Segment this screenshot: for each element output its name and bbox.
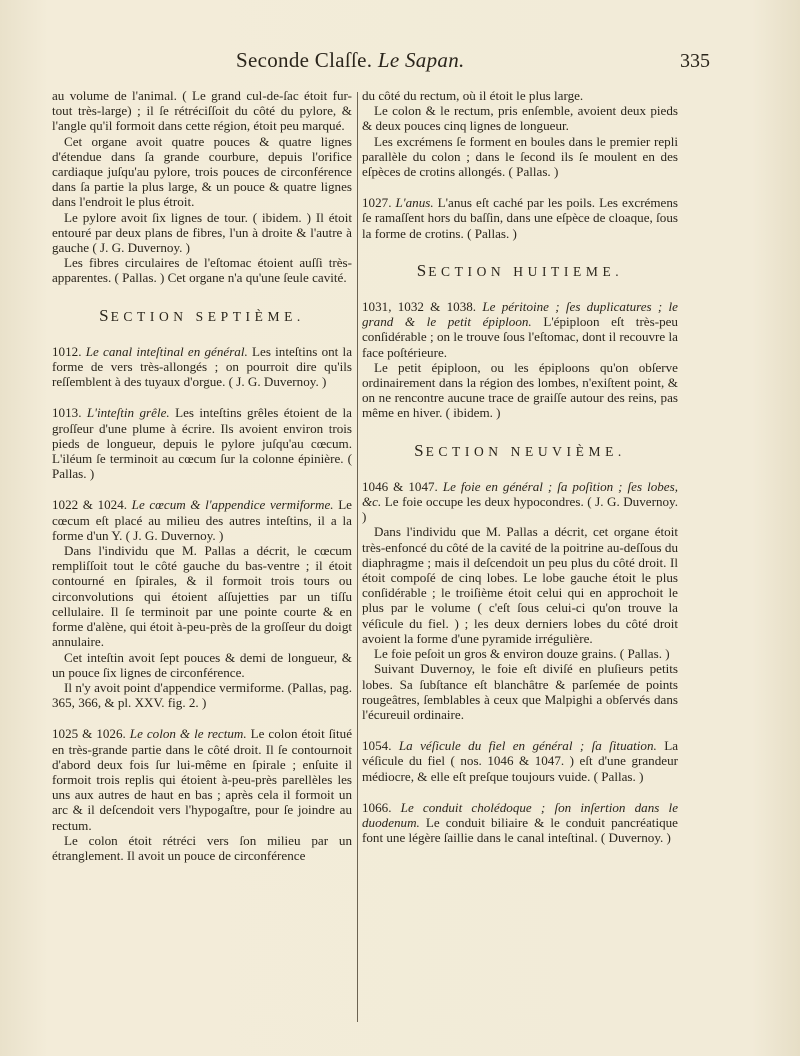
entry-number: 1031, 1032 & 1038. <box>362 299 477 315</box>
section-title: ECTION HUITIEME. <box>428 263 624 279</box>
paragraph: au volume de l'animal. ( Le grand cul-de-ſac étoit fur-tout très-large) ; il ſe rétréciſſoit du côté du pylore, & l'angle qu'il formoit dans cette région, étoit peu marqué. <box>52 88 352 134</box>
entry-text: Les inteſtins ont la forme de vers très-allongés ; on pourroit dire qu'ils reſſemblent à des tuyaux d'orgue. ( J. G. Duvernoy. ) <box>52 343 353 390</box>
entry-number: 1054. <box>362 738 392 754</box>
entry-1031 <box>362 299 678 360</box>
title-roman: Seconde Claſſe. <box>236 48 373 72</box>
entry-title: Le péritoine ; ſes duplicatures ; le grand & le petit épiploon. <box>362 299 678 330</box>
entry-title: Le conduit cholédoque ; ſon inſertion dans le duodenum. <box>362 799 678 830</box>
paragraph: Le foie peſoit un gros & environ douze grains. ( Pallas. ) <box>374 646 670 662</box>
entry-number: 1046 & 1047. <box>362 478 438 494</box>
column-divider <box>357 92 358 1022</box>
paragraph: Suivant Duvernoy, le foie eſt diviſé en pluſieurs petits lobes. Sa ſubſtance eſt blanchâtre & parſemée de points rougeâtres, ſemblables à ceux que Malpighi a obſervés dans l'écureuil ordinaire. <box>362 661 678 722</box>
section-initial: S <box>416 260 429 280</box>
left-column <box>52 88 352 863</box>
entry-1025 <box>52 726 352 832</box>
entry-number: 1022 & 1024. <box>52 497 128 513</box>
section-initial: S <box>99 305 111 325</box>
entry-title: L'anus. <box>395 195 434 211</box>
entry-text: L'anus eſt caché par les poils. Les excrémens ſe ramaſſent hors du baſſin, dans une eſpèce de cloaque, ſous la forme de crotins. ( Pallas. ) <box>362 195 679 241</box>
running-header <box>60 48 710 82</box>
section-title: ECTION SEPTIÈME. <box>110 308 305 324</box>
entry-number: 1013. <box>52 405 82 421</box>
paragraph: Le petit épiploon, ou les épiploons qu'on obſerve ordinairement dans la région des lombes, n'exiſtent point, & on ne rencontre aucune trace de graiſſe autour des reins, pas même en hiver. ( ibidem. ) <box>362 359 678 421</box>
entry-text: Les inteſtins grêles étoient de la groſſeur d'une plume à écrire. Ils avoient environ trois pieds de longueur, depuis le pylore juſqu'au cœcum. L'iléum ſe terminoit au cœcum ſur la colonne épinière. ( Pallas. ) <box>52 405 352 482</box>
paragraph: Les fibres circulaires de l'eſtomac étoient auſſi très-apparentes. ( Pallas. ) Cet organe n'a qu'une ſeule cavité. <box>52 255 352 286</box>
section-heading-7 <box>52 305 352 325</box>
paragraph: Le pylore avoit ſix lignes de tour. ( ibidem. ) Il étoit entouré par deux plans de fibres, l'un à droite & l'autre à gauche ( J. G. Duvernoy. ) <box>52 209 352 256</box>
entry-1012 <box>52 344 352 390</box>
entry-title: L'inteſtin grêle. <box>86 405 170 421</box>
right-column <box>362 88 678 845</box>
section-heading-8 <box>362 260 678 280</box>
paragraph: Dans l'individu que M. Pallas a décrit, le cœcum rempliſſoit tout le côté gauche du bas-ventre ; il étoit contourné en ſpirales, & il formoit trois tours ou circonvolutions qui étoient aſſujetties par un tiſſu cellulaire. Il ſe terminoit par une pointe courte & en forme d'alène, qui étoit à-peu-près de la groſſeur du doigt annulaire. <box>52 543 352 650</box>
entry-number: 1012. <box>52 343 82 359</box>
entry-1046 <box>362 479 678 525</box>
entry-title: Le canal inteſtinal en général. <box>85 343 248 359</box>
entry-1066 <box>362 800 678 846</box>
paragraph: Le colon étoit rétréci vers ſon milieu par un étranglement. Il avoit un pouce de circonférence <box>52 832 352 863</box>
section-title: ECTION NEUVIÈME. <box>425 443 626 459</box>
paragraph: Les excrémens ſe forment en boules dans le premier repli parallèle du colon ; dans le ſecond ils ſe moulent en des eſpèces de crotins allongés. ( Pallas. ) <box>362 133 678 180</box>
section-initial: S <box>414 440 426 460</box>
entry-1013 <box>52 405 352 481</box>
entry-title: Le foie en général ; ſa poſition ; ſes lobes, &c. <box>362 478 678 510</box>
entry-title: La véſicule du fiel en général ; ſa ſituation. <box>398 738 657 754</box>
entry-text: La véſicule du fiel ( nos. 1046 & 1047. ) eſt d'une grandeur médiocre, & elle eſt preſque toujours vuide. ( Pallas. ) <box>362 738 679 784</box>
entry-text: L'épiploon eſt très-peu conſidérable ; on le trouve ſous l'eſtomac, dont il recouvre la face poſtérieure. <box>362 314 678 360</box>
paragraph: Il n'y avoit point d'appendice vermiforme. (Pallas, pag. 365, 366, & pl. XXV. fig. 2. ) <box>52 679 352 711</box>
entry-number: 1025 & 1026. <box>52 726 126 742</box>
entry-title: Le colon & le rectum. <box>129 726 247 742</box>
entry-1022 <box>52 497 352 543</box>
entry-text: Le conduit biliaire & le conduit pancréatique font une légère ſaillie dans le canal inteſtinal. ( Duvernoy. ) <box>362 814 678 846</box>
entry-title: Le cœcum & l'appendice vermiforme. <box>131 497 334 513</box>
entry-text: Le colon étoit ſitué en très-grande partie dans le côté droit. Il ſe contournoit d'abord deux fois ſur lui-même en ſpirale ; enſuite il formoit trois replis qui étoient à-peu-près parellèles les uns aux autres de haut en bas ; après cela il formoit un arc & il deſcendoit vers l'hypogaſtre, pour ſe joindre au rectum. <box>52 726 353 833</box>
section-heading-9 <box>362 440 678 460</box>
paragraph: Dans l'individu que M. Pallas a décrit, cet organe étoit très-enfoncé du côté de la cavité de la poitrine au-deſſous du diaphragme ; mais il deſcendoit un peu plus du côté droit. Il étoit compoſé de cinq lobes. Le lobe gauche étoit le plus conſidérable ; le troiſième étoit celui qui en approchoit le plus par le volume ( c'eſt ſous celui-ci qu'on trouve la véſicule du fiel. ) ; les deux derniers lobes du côté droit avoient la forme d'une pyramide irrégulière. <box>362 524 678 646</box>
paragraph: Cet organe avoit quatre pouces & quatre lignes d'étendue dans ſa grande courbure, depuis l'orifice cardiaque juſqu'au pylore, trois pouces de circonférence dans ſa partie la plus large, & un pouce & quatre lignes dans l'endroit le plus étroit. <box>52 133 352 210</box>
title-italic: Le Sapan. <box>377 48 465 72</box>
page-number: 335 <box>680 50 710 72</box>
entry-text: Le foie occupe les deux hypocondres. ( J. G. Duvernoy. ) <box>362 494 679 525</box>
paragraph: Le colon & le rectum, pris enſemble, avoient deux pieds & deux pouces cinq lignes de longueur. <box>362 103 678 134</box>
running-title <box>236 48 465 73</box>
entry-number: 1066. <box>362 799 392 815</box>
entry-1027 <box>362 195 678 241</box>
entry-text: Le cœcum eſt placé au milieu des autres inteſtins, il a la forme d'un Y. ( J. G. Duvernoy. ) <box>52 497 352 543</box>
entry-number: 1027. <box>362 195 392 211</box>
paragraph: Cet inteſtin avoit ſept pouces & demi de longueur, & un pouce ſix lignes de circonférence. <box>52 649 352 680</box>
entry-1054 <box>362 738 678 784</box>
paragraph: du côté du rectum, où il étoit le plus large. <box>362 88 584 103</box>
